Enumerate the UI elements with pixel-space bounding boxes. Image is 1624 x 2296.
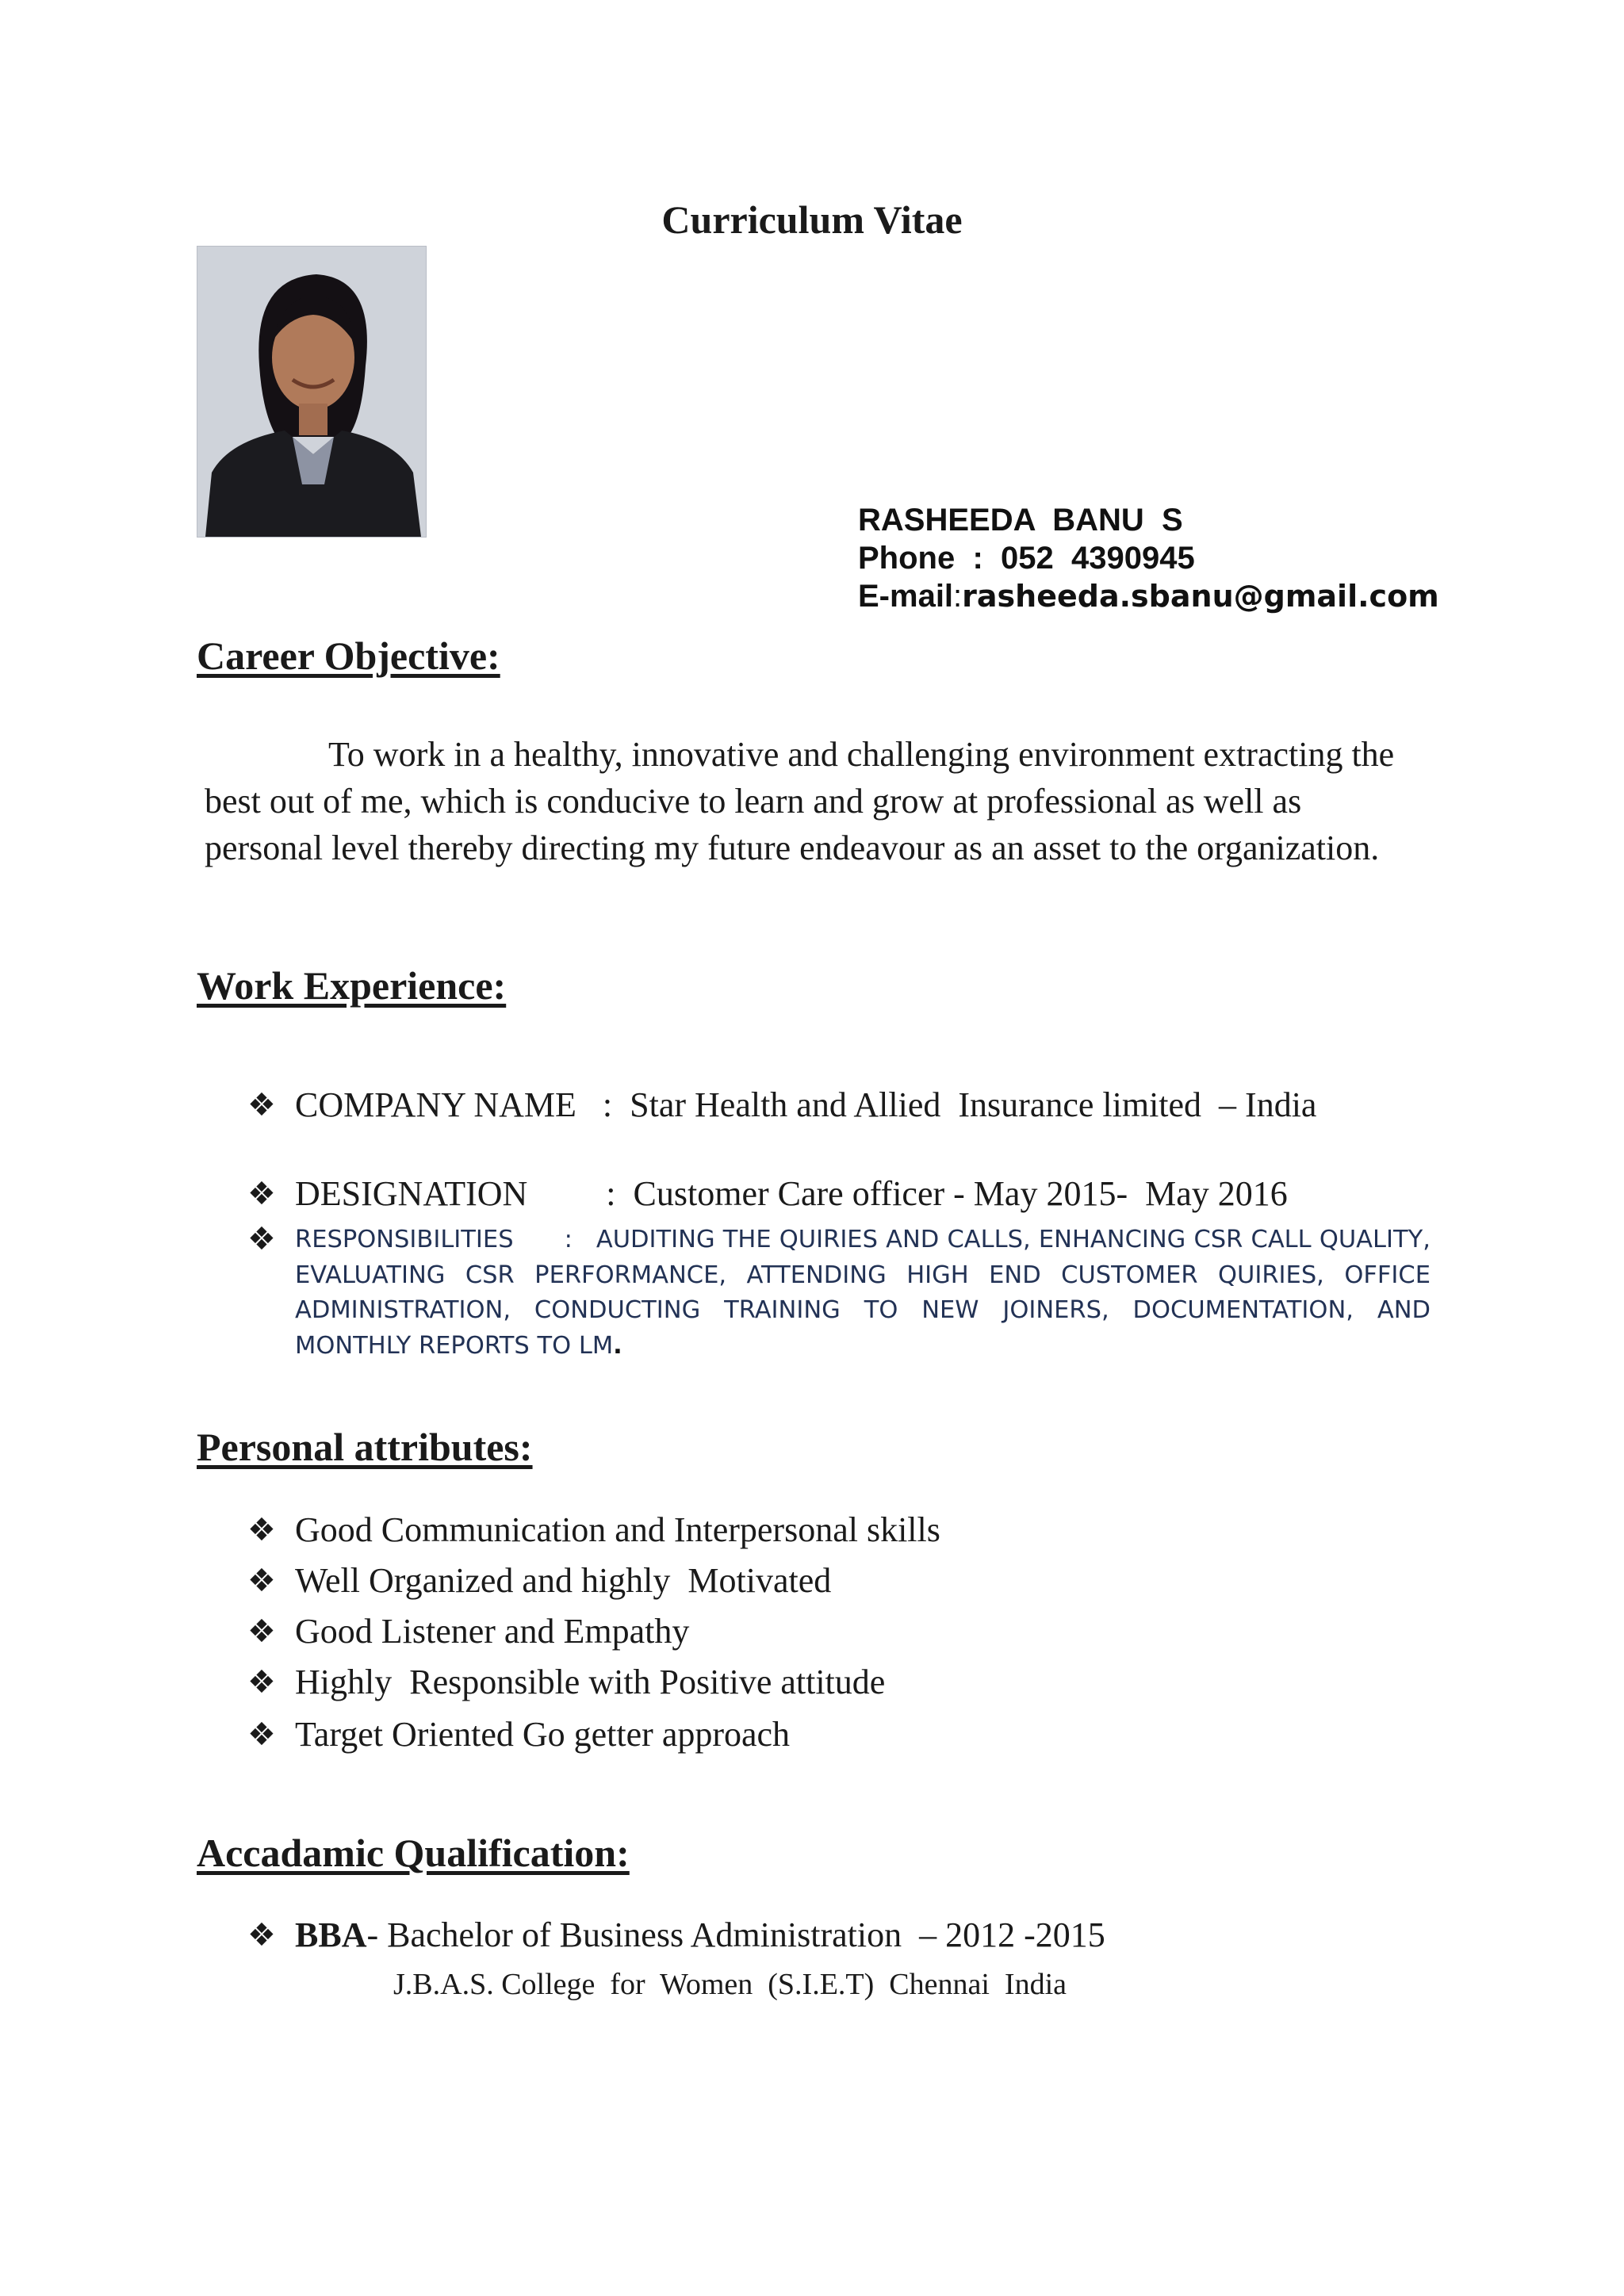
responsibilities-text [295, 1223, 1431, 1364]
bullet-icon: ❖ [247, 1716, 276, 1753]
email-line [858, 577, 1439, 615]
responsibilities-separator: : [564, 1226, 573, 1253]
bullet-icon: ❖ [247, 1563, 276, 1599]
bullet-icon: ❖ [247, 1221, 276, 1257]
bullet-icon: ❖ [247, 1917, 276, 1954]
career-objective-text: To work in a healthy, innovative and challenging environment extracting the best out of me, which is conducive to learn and grow at professional as well as personal level thereby directing my future endeavour as an asset to the organization. [205, 735, 1395, 867]
document-title: Curriculum Vitae [661, 197, 963, 242]
contact-block [858, 501, 1439, 615]
attribute-item: Good Communication and Interpersonal skills [295, 1510, 940, 1549]
phone-line: Phone : 052 4390945 [858, 541, 1195, 576]
email-link[interactable]: rasheeda.sbanu@gmail.com [962, 579, 1439, 614]
personal-attributes-heading: Personal attributes: [197, 1425, 533, 1469]
college-line: J.B.A.S. College for Women (S.I.E.T) Chennai India [393, 1968, 1067, 2001]
designation-line: DESIGNATION : Customer Care officer - May 2015- May 2016 [295, 1174, 1288, 1213]
email-label: E-mail [858, 579, 954, 614]
attribute-item: Well Organized and highly Motivated [295, 1561, 832, 1600]
attribute-item: Highly Responsible with Positive attitude [295, 1663, 886, 1701]
degree-abbr: BBA [295, 1915, 367, 1954]
bullet-icon: ❖ [247, 1664, 276, 1701]
attribute-item: Target Oriented Go getter approach [295, 1715, 791, 1754]
portrait-illustration [197, 247, 426, 537]
profile-photo [197, 246, 427, 538]
bullet-icon: ❖ [247, 1176, 276, 1212]
responsibilities-end: . [613, 1331, 622, 1360]
bullet-icon: ❖ [247, 1613, 276, 1650]
responsibilities-details: AUDITING THE QUIRIES AND CALLS, ENHANCING CSR CALL QUALITY, EVALUATING CSR PERFORMANCE, ATTENDING HIGH END CUSTOMER QUIRIES, OFFICE ADMINISTRATION, CONDUCTING TRAINING TO NEW JOINERS, DOCUMENTATION, AND MONTHLY REPORTS TO LM [295, 1226, 1431, 1360]
career-objective-heading: Career Objective: [197, 633, 500, 678]
work-experience-heading: Work Experience: [197, 963, 507, 1008]
bullet-icon: ❖ [247, 1087, 276, 1123]
degree-details: - Bachelor of Business Administration – 2012 -2015 [366, 1915, 1105, 1954]
academic-heading: Accadamic Qualification: [197, 1831, 630, 1875]
company-name-line: COMPANY NAME : Star Health and Allied Insurance limited – India [295, 1085, 1317, 1124]
degree-line [295, 1914, 1105, 1957]
bullet-icon: ❖ [247, 1512, 276, 1548]
candidate-name: RASHEEDA BANU S [858, 503, 1183, 538]
attribute-item: Good Listener and Empathy [295, 1612, 690, 1651]
email-separator: : [953, 579, 963, 614]
responsibilities-label: RESPONSIBILITIES [295, 1226, 514, 1253]
